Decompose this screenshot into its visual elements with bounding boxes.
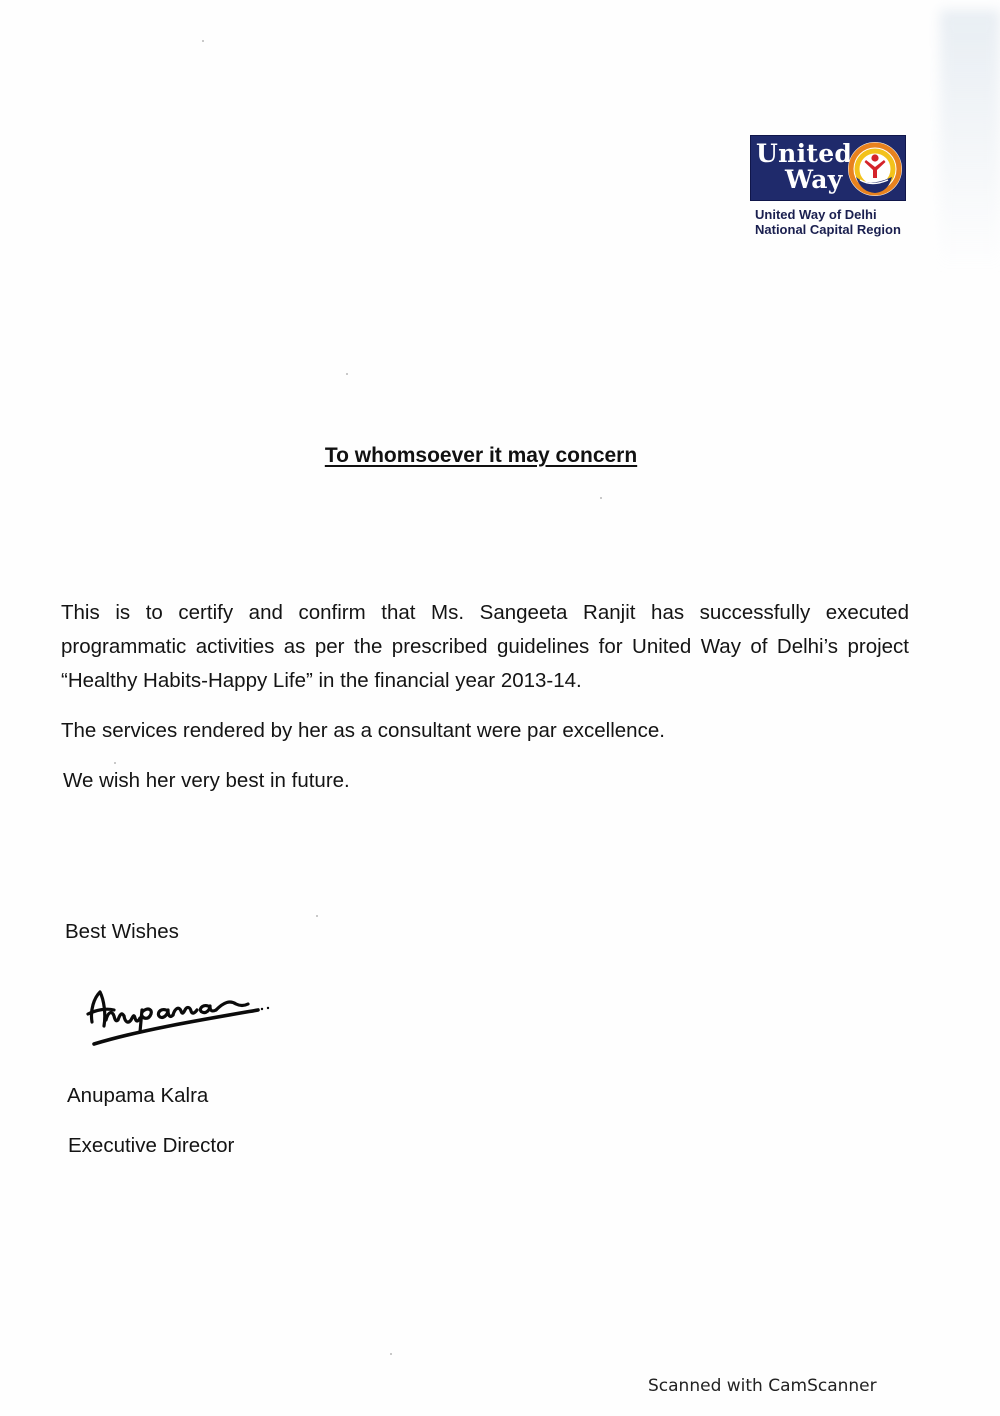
letter-heading-text: To whomsoever it may concern: [324, 444, 638, 467]
scan-speck: [600, 497, 602, 499]
scan-speck: [390, 1353, 392, 1355]
logo-caption-line2: National Capital Region: [755, 222, 901, 237]
signatory-name: Anupama Kalra: [67, 1084, 209, 1107]
scan-speck: [202, 40, 204, 42]
logo-caption-line1: United Way of Delhi: [755, 207, 877, 222]
certification-paragraph: This is to certify and confirm that Ms. Sangeeta Ranjit has successfully executed programmatic activities as per the prescribed guidelines for United Way of Delhi’s project “Healthy Habits-Happy Life” in the financial year 2013-14.: [61, 601, 909, 692]
scan-speck: [114, 762, 116, 764]
wishes-paragraph: We wish her very best in future.: [63, 769, 350, 792]
scan-speck: [316, 915, 318, 917]
logo-word-way: Way: [785, 165, 843, 194]
camscanner-footer: Scanned with CamScanner: [648, 1376, 877, 1396]
scan-speck: [346, 373, 348, 375]
united-way-emblem-icon: [846, 140, 904, 198]
signatory-title: Executive Director: [68, 1134, 235, 1157]
scan-smudge: [940, 10, 1000, 270]
letter-heading: [0, 443, 981, 469]
services-paragraph: The services rendered by her as a consultant were par excellence.: [61, 719, 665, 742]
united-way-logo: [750, 135, 906, 201]
logo-caption: [755, 207, 925, 237]
logo-word-united: United: [756, 139, 853, 168]
closing-line: Best Wishes: [65, 920, 179, 943]
handwritten-signature: [80, 970, 280, 1055]
